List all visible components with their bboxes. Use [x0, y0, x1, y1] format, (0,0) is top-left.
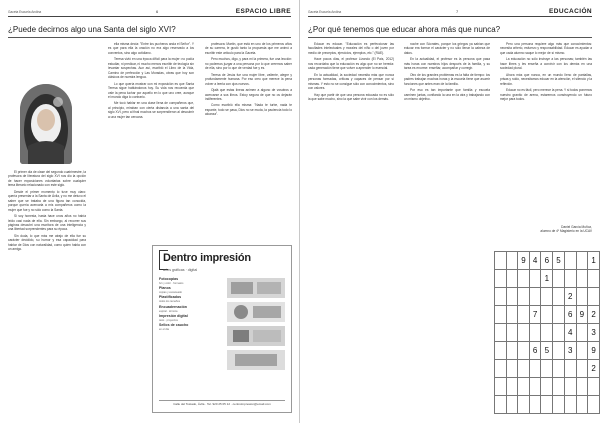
sudoku-cell [506, 288, 518, 306]
sudoku-cell [495, 288, 507, 306]
section-title: EDUCACIÓN [549, 8, 592, 15]
sudoku-cell [529, 360, 541, 378]
sudoku-cell [518, 378, 530, 396]
sudoku-cell: 1 [588, 252, 600, 270]
sudoku-cell [576, 288, 588, 306]
page-number: 7 [456, 9, 459, 14]
ad-product-photos [225, 276, 287, 372]
sudoku-cell [518, 396, 530, 414]
right-page [300, 0, 600, 423]
sudoku-cell [564, 378, 576, 396]
sudoku-cell [529, 288, 541, 306]
sudoku-cell: 5 [553, 252, 565, 270]
sudoku-cell [576, 324, 588, 342]
article-column-2: ella misma decía: "Entre los pucheros anda el Señor". Y es que para ella la oración no era algo reservado a los conventos, sino algo cotidiano. Teresa vivió en una época difícil para la mujer: no podía estudiar, ni predicar, ni mucho menos escribir de teología sin levantar sospechas. Aun así, escribió el Libro de la Vida, Camino de perfección y Las Moradas, obras que hoy son clásicos de nuestra lengua. Lo que quería mostrar con mi exposición es que Santa Teresa sigue hablándonos hoy. Su vida nos recuerda que vale la pena luchar por aquello en lo que uno cree, aunque el mundo diga lo contrario. Me tocó hablar en una clase llena de compañeros que, al principio, miraban con cierta distancia a una santa del siglo XVI, pero al final muchos se sorprendieron al descubrir a una mujer tan cercana. [108, 42, 194, 119]
printing-products-icon [225, 276, 287, 372]
ad-service: Fotocopias b/n y color · formatos [159, 277, 184, 285]
sudoku-cell [541, 288, 553, 306]
sudoku-row [495, 306, 600, 324]
sudoku-cell [576, 378, 588, 396]
ad-logo: Dentro impresión [163, 252, 251, 264]
sudoku-cell [495, 378, 507, 396]
sudoku-cell: 5 [541, 342, 553, 360]
ad-service: Planos copias y escaneado [159, 286, 182, 295]
sudoku-cell [518, 360, 530, 378]
sudoku-cell [506, 360, 518, 378]
ad-service: Plastificados todos los tamaños [159, 295, 182, 304]
sudoku-cell [506, 396, 518, 414]
sudoku-cell [506, 324, 518, 342]
sudoku-cell [588, 396, 600, 414]
sudoku-cell: 6 [529, 342, 541, 360]
section-title: ESPACIO LIBRE [235, 8, 291, 15]
sudoku-cell [529, 378, 541, 396]
sudoku-cell: 9 [518, 252, 530, 270]
title-divider [308, 37, 592, 38]
article-column-2: noche con Sócrates, porque los griegos ya sabían que educar era formar el carácter y no sólo llenar la cabeza de datos. En la actualidad, el profesor es la persona que pasa más horas con nuestros hijos después de la familia, y su tarea es enorme: enseñar, acompañar y corregir. Otro de los grandes problemas es la falta de tiempo: los padres trabajan muchas horas y la escuela tiene que asumir funciones que antes eran de la familia. Por eso es tan importante que familia y escuela caminen juntas, confiando la una en la otra y trabajando con un mismo objetivo. [404, 42, 490, 101]
running-header [308, 4, 592, 17]
sudoku-cell [541, 396, 553, 414]
sudoku-cell [553, 270, 565, 288]
sudoku-cell [576, 270, 588, 288]
sudoku-cell [495, 270, 507, 288]
sudoku-cell [518, 324, 530, 342]
ad-contact: Calle del Tostado, Ávila · Tel. 920 25 05 12 · centroimpresion@email.com [159, 400, 285, 407]
sudoku-cell [529, 324, 541, 342]
author-signature: Daniel García Muñoz, alumno de 4º Magisterio en la UCAV [540, 225, 592, 234]
sudoku-row [495, 342, 600, 360]
ad-services-list [159, 276, 223, 331]
sudoku-cell: 4 [564, 324, 576, 342]
sudoku-cell: 6 [541, 252, 553, 270]
sudoku-cell [588, 288, 600, 306]
sudoku-cell [495, 342, 507, 360]
sudoku-cell [506, 378, 518, 396]
sudoku-cell [576, 252, 588, 270]
sudoku-cell [564, 396, 576, 414]
sudoku-row [495, 378, 600, 396]
sudoku-puzzle [494, 251, 600, 414]
sudoku-cell [553, 396, 565, 414]
sudoku-cell: 3 [564, 342, 576, 360]
article-column-1: El primer día de clase del segundo cuatrimestre, la profesora de literatura del siglo XVI nos dio la opción de hacer exposiciones voluntarias sobre cualquier tema literario relacionado con este siglo. Desde el primer momento lo tuve muy claro: quería presentar a la Santa de Ávila, y no me detuvo el saber que se trataba de una figura tan conocida, porque quería acercarla a mis compañeros como la mujer que fue y no sólo como la Santa. Si soy honesta, hasta hace unos años no había leído casi nada de ella. Sin embargo, al recorrer sus páginas descubrí una escritora de una inteligencia y una libertad sorprendentes para su época. Sin duda, lo que más me atrajo de ella fue su carácter decidido, su humor y esa capacidad para hablar de Dios con naturalidad, como quien habla con un amigo. [8, 170, 86, 252]
sudoku-cell: 1 [541, 270, 553, 288]
sudoku-row [495, 396, 600, 414]
sudoku-cell [518, 270, 530, 288]
publication-name: Gaceta Escuela Andina [308, 10, 342, 14]
article-column-3: Pero una persona requiere algo más que conocimientos: necesita criterio, esfuerzo y responsabilidad. Educar es ayudar a que cada alumno saque lo mejor de sí mismo. La educación no sólo instruye a las personas; también las hace libres y les enseña a convivir con los demás en una sociedad plural. Ahora más que nunca, en un mundo lleno de pantallas, prisas y ruido, necesitamos educar en la atención, el silencio y la reflexión. Educar no es fácil, pero merece la pena. Y si todos ponemos nuestro granito de arena, estaremos construyendo un futuro mejor para todos. [500, 42, 592, 101]
sudoku-row [495, 270, 600, 288]
sudoku-cell [495, 360, 507, 378]
sudoku-cell [553, 378, 565, 396]
advertisement [152, 245, 292, 413]
sudoku-cell [576, 396, 588, 414]
sudoku-cell [576, 342, 588, 360]
sudoku-cell: 2 [588, 306, 600, 324]
sudoku-cell [495, 306, 507, 324]
sudoku-cell [506, 270, 518, 288]
sudoku-cell [553, 324, 565, 342]
sudoku-cell [506, 306, 518, 324]
running-header [8, 4, 291, 17]
sudoku-cell [553, 288, 565, 306]
ad-service: Sellos de caucho en el día [159, 323, 189, 332]
sudoku-cell [506, 252, 518, 270]
sudoku-cell [541, 306, 553, 324]
sudoku-cell [506, 342, 518, 360]
sudoku-cell [529, 270, 541, 288]
sudoku-cell: 6 [564, 306, 576, 324]
title-divider [8, 37, 291, 38]
article-title: ¿Puede decirnos algo una Santa del siglo XVI? [8, 25, 176, 34]
sudoku-cell: 9 [576, 306, 588, 324]
ad-service: Encuadernación espiral · térmica [159, 304, 187, 313]
article-column-1: Educar es educar. "Educación es perfeccionar las facultades intelectuales y morales del niño o del joven por medio de preceptos, ejercicios, ejemplos, etc." (RAE). Hace pocos días, el profesor Lizondo (El País, 2012) nos recordaba que la educación es algo que no se hereda: cada generación tiene que volver a aprender lo esencial. En la actualidad, la sociedad necesita más que nunca personas formadas, críticas y capaces de pensar por sí mismas. Y esto no se consigue sólo con conocimientos, sino con valores. Hay que partir de que una persona educada no es sólo la que sabe mucho, sino la que sabe vivir con los demás. [308, 42, 394, 101]
sudoku-cell: 4 [529, 252, 541, 270]
sudoku-cell [588, 378, 600, 396]
sudoku-cell: 2 [564, 288, 576, 306]
sudoku-cell [564, 270, 576, 288]
sudoku-cell [553, 306, 565, 324]
sudoku-row [495, 324, 600, 342]
page-number: 6 [156, 9, 159, 14]
sudoku-cell [541, 324, 553, 342]
sudoku-cell [576, 360, 588, 378]
sudoku-cell [553, 342, 565, 360]
sudoku-cell [553, 360, 565, 378]
sudoku-cell [541, 378, 553, 396]
publication-name: Gaceta Escuela Andina [8, 10, 42, 14]
article-column-3: profesora: Martín, que está en uno de los primeros años de su carrera, le gustó tanto la propuesta que me animó a escribir este artículo para la Gaceta. Pero muchos, digo, y para mí la primera, fue una lección: no podemos juzgar a una persona por lo que creemos saber de ella, sino por lo que de verdad fue y es. Teresa de Jesús fue una mujer libre, valiente, alegre y profundamente humana. Por eso creo que merece la pena volver a leerla con ojos nuevos. Ojalá que estas líneas animen a alguno de vosotros a acercarse a sus libros. Estoy segura de que no os dejarán indiferentes. Como escribió ella misma: "Nada te turbe, nada te espante, todo se pasa, Dios no se muda, la paciencia todo lo alcanza". [205, 42, 292, 117]
sudoku-cell: 3 [588, 324, 600, 342]
sudoku-cell: 7 [529, 306, 541, 324]
sudoku-cell [541, 360, 553, 378]
sudoku-cell [588, 270, 600, 288]
sudoku-cell: 2 [588, 360, 600, 378]
saint-portrait [20, 84, 72, 164]
ad-service: Impresión digital tesis · proyectos [159, 313, 188, 322]
sudoku-cell: 9 [588, 342, 600, 360]
sudoku-cell [495, 396, 507, 414]
sudoku-cell [564, 360, 576, 378]
sudoku-cell [518, 306, 530, 324]
sudoku-cell [529, 396, 541, 414]
sudoku-cell [564, 252, 576, 270]
sudoku-cell [495, 324, 507, 342]
ad-slogan: artes gráficas · digital [163, 268, 198, 272]
sudoku-cell [495, 252, 507, 270]
article-title: ¿Por qué tenemos que educar ahora más que nunca? [308, 25, 501, 34]
portrait-illustration [20, 84, 72, 164]
sudoku-cell [518, 288, 530, 306]
sudoku-row [495, 360, 600, 378]
sudoku-cell [518, 342, 530, 360]
sudoku-row [495, 288, 600, 306]
sudoku-row [495, 252, 600, 270]
